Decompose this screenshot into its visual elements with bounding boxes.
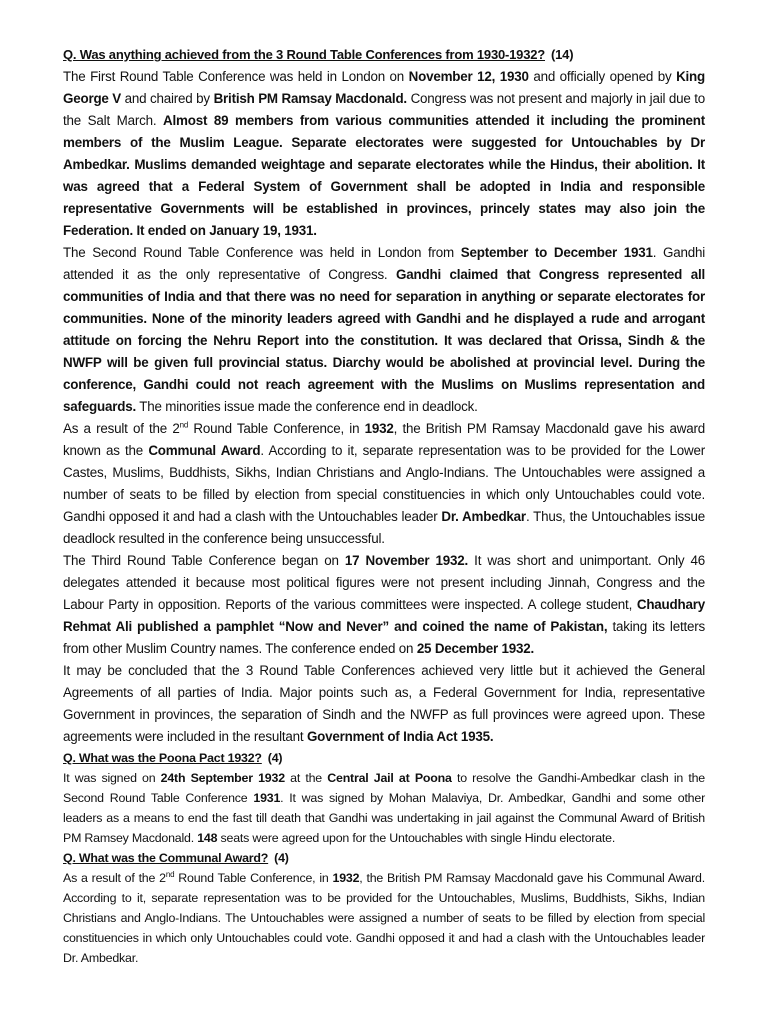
- bold-text: King George V: [63, 69, 706, 106]
- question-heading-round-table: [63, 44, 705, 66]
- text-run: . It was signed by Mohan Malaviya, Dr. Ambedkar, Gandhi and some other leaders as a means to end the fast till death that Gandhi was undertaking in jail against the Communal Award of British PM Ramsey Macdonald.: [63, 791, 705, 845]
- text-run: to resolve the Gandhi-Ambedkar clash in the Second Round Table Conference: [63, 771, 705, 805]
- text-run: at the: [284, 771, 328, 785]
- bold-text: Communal Award: [148, 443, 261, 458]
- text-run: . Thus, the Untouchables issue deadlock resulted in the conference being unsuccessful.: [63, 509, 705, 546]
- bold-text: Almost 89 members from various communities attended it including the prominent members of the Muslim League. Separate electorates were suggested for Untouchables by Dr Ambedkar. Muslims demanded weightage and separate electorates while the Hindus, their abolition. It was agreed that a Federal System of Government shall be adopted in India and responsible representative Governments will be established in provinces, princely states may also join the Federation. It ended on January 19, 1931.: [63, 113, 705, 238]
- text-run: Congress was not present and majorly in jail due to the Salt March.: [63, 91, 705, 128]
- text-run: As a result of the 2: [63, 871, 166, 885]
- text-run: , the British PM Ramsay Macdonald gave his award known as the: [63, 421, 705, 458]
- bold-text: 1932: [364, 421, 394, 436]
- superscript-text: nd: [179, 420, 189, 430]
- bold-text: Gandhi claimed that Congress represented all communities of India and that there was no need for separation in anything or separate electorates for communities. None of the minority leaders agreed with Gandhi and he displayed a rude and arrogant attitude on forcing the Nehru Report into the constitution. It was declared that Orissa, Sindh & the NWFP will be given full provincial status. Diarchy would be abolished at provincial level. During the conference, Gandhi could not reach agreement with the Muslims on Muslims representation and safeguards.: [63, 267, 705, 414]
- question-text: Q. Was anything achieved from the 3 Round Table Conferences from 1930-1932?: [63, 47, 546, 62]
- text-run: The First Round Table Conference was held in London on: [63, 69, 409, 84]
- text-run: and chaired by: [121, 91, 214, 106]
- question-marks: (14): [551, 47, 574, 62]
- bold-text: 148: [197, 831, 218, 845]
- question-marks: (4): [267, 751, 283, 765]
- text-run: Round Table Conference, in: [188, 421, 365, 436]
- bold-text: British PM Ramsay Macdonald.: [213, 91, 407, 106]
- bold-text: Central Jail at Poona: [327, 771, 452, 785]
- bold-text: Government of India Act 1935.: [306, 729, 494, 744]
- text-run: The Second Round Table Conference was held in London from: [63, 245, 461, 260]
- question-text: Q. What was the Communal Award?: [63, 851, 269, 865]
- paragraph-communal-award-result: [63, 418, 705, 550]
- paragraph-poona-pact: [63, 768, 705, 848]
- text-run: taking its letters from other Muslim Country names. The conference ended on: [63, 619, 705, 656]
- text-run: Round Table Conference, in: [174, 871, 333, 885]
- text-run: seats were agreed upon for the Untouchables with single Hindu electorate.: [217, 831, 616, 845]
- bold-text: 17 November 1932.: [344, 553, 469, 568]
- text-run: As a result of the 2: [63, 421, 180, 436]
- superscript-text: nd: [165, 869, 175, 879]
- paragraph-first-conference: [63, 66, 705, 242]
- question-marks: (4): [274, 851, 289, 865]
- text-run: , the British PM Ramsay Macdonald gave his Communal Award. According to it, separate representation was to be provided for the Untouchables, Muslims, Buddhists, Sikhs, Indian Christians and Anglo-Indians. The Untouchables were assigned a number of seats to be filled by election from special constituencies in which only Untouchables could vote. Gandhi opposed it and had a clash with the Untouchables leader Dr. Ambedkar.: [63, 871, 705, 965]
- bold-text: September to December 1931: [460, 245, 653, 260]
- text-run: and officially opened by: [528, 69, 677, 84]
- text-run: The minorities issue made the conference end in deadlock.: [135, 399, 478, 414]
- paragraph-conclusion: [63, 660, 705, 748]
- bold-text: 25 December 1932.: [416, 641, 535, 656]
- text-run: It may be concluded that the 3 Round Table Conferences achieved very little but it achieved the General Agreements of all parties of India. Major points such as, a Federal Government for India, representative Government in provinces, the separation of Sindh and the NWFP as full provinces were agreed upon. These agreements were included in the resultant: [63, 663, 705, 744]
- text-run: . Gandhi attended it as the only representative of Congress.: [63, 245, 705, 282]
- text-run: It was signed on: [63, 771, 161, 785]
- document-content: [63, 44, 705, 968]
- bold-text: Dr. Ambedkar: [441, 509, 526, 524]
- question-heading-poona-pact: [63, 748, 705, 768]
- bold-text: 1931: [253, 791, 281, 805]
- paragraph-second-conference: [63, 242, 705, 418]
- text-run: It was short and unimportant. Only 46 delegates attended it because most political figures were not present including Jinnah, Congress and the Labour Party in opposition. Reports of the various committees were inspected. A college student,: [63, 553, 706, 612]
- text-run: . According to it, separate representation was to be provided for the Lower Castes, Muslims, Buddhists, Sikhs, Indian Christians and Anglo-Indians. The Untouchables were assigned a number of seats to be filled by election from special constituencies in which only Untouchables could vote. Gandhi opposed it and had a clash with the Untouchables leader: [63, 443, 705, 524]
- bold-text: 24th September 1932: [160, 771, 285, 785]
- question-text: Q. What was the Poona Pact 1932?: [63, 751, 262, 765]
- bold-text: 1932: [332, 871, 360, 885]
- bold-text: November 12, 1930: [408, 69, 529, 84]
- bold-text: Chaudhary Rehmat Ali published a pamphlet “Now and Never” and coined the name of Pakistan,: [63, 597, 705, 634]
- question-heading-communal-award: [63, 848, 705, 868]
- text-run: The Third Round Table Conference began on: [63, 553, 345, 568]
- paragraph-communal-award: [63, 868, 705, 968]
- paragraph-third-conference: [63, 550, 705, 660]
